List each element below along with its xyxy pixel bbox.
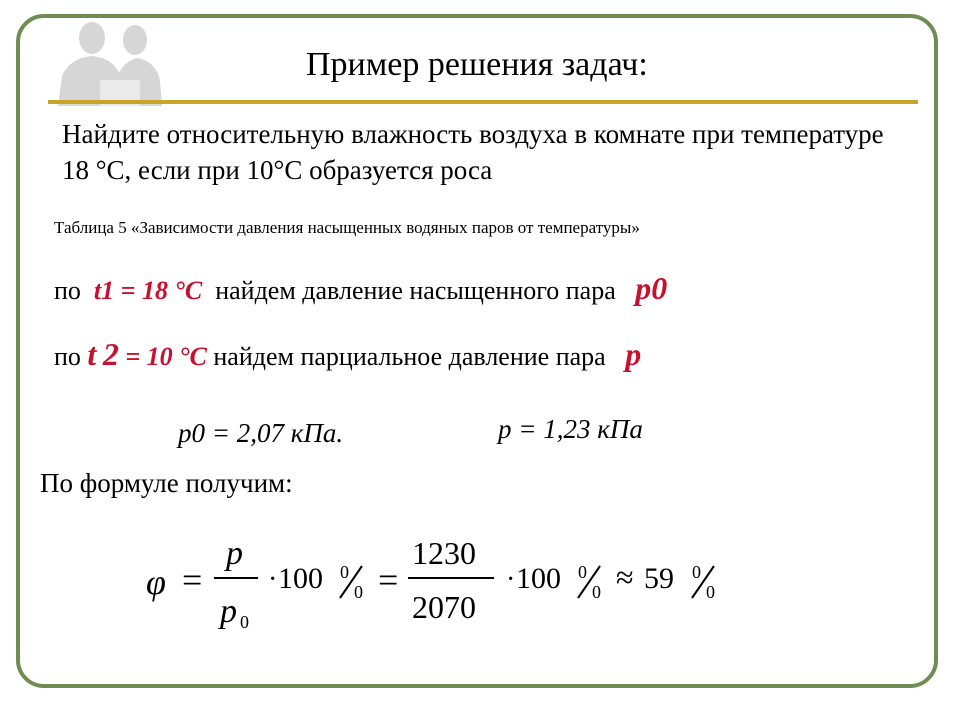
formula-approx: ≈ bbox=[616, 559, 634, 595]
step-partial-pressure bbox=[54, 336, 641, 373]
business-people-icon bbox=[40, 18, 170, 106]
step2-condition: = 10 °C bbox=[125, 342, 207, 371]
formula-num-p: p bbox=[226, 535, 243, 572]
formula-den-sub: 0 bbox=[240, 612, 249, 632]
formula-pct-bot-1: 0 bbox=[354, 582, 363, 602]
step-saturated-pressure bbox=[54, 270, 667, 307]
formula-pct-top-1: 0 bbox=[340, 562, 349, 582]
formula-pct-top-2: 0 bbox=[578, 562, 587, 582]
formula-pct-bot-2: 0 bbox=[592, 582, 601, 602]
formula-dot-1: · bbox=[268, 564, 278, 595]
step1-prefix: по bbox=[54, 276, 81, 305]
formula-dot-2: · bbox=[506, 564, 516, 595]
formula-hundred-1: 100 bbox=[278, 562, 323, 595]
p0-value: p0 = 2,07 кПа. bbox=[178, 418, 344, 448]
formula-intro: По формуле получим: bbox=[40, 468, 293, 498]
formula-eq-1: = bbox=[182, 560, 203, 600]
step2-prefix: по bbox=[54, 342, 81, 371]
step2-t: t bbox=[87, 336, 97, 372]
formula-num-value: 1230 bbox=[412, 535, 476, 571]
formula-result: 59 bbox=[644, 562, 674, 595]
humidity-formula bbox=[140, 530, 740, 640]
step1-symbol: p0 bbox=[635, 270, 668, 306]
title-underline bbox=[48, 100, 918, 104]
p-value: p = 1,23 кПа bbox=[498, 414, 643, 444]
formula-hundred-2: 100 bbox=[516, 562, 561, 595]
task-text: Найдите относительную влажность воздуха в комнате при температуре 18 °С, если при 10°С образуется роса bbox=[62, 119, 884, 185]
formula-phi: φ bbox=[146, 562, 166, 602]
page-title: Пример решения задач: bbox=[306, 46, 648, 83]
formula-den-value: 2070 bbox=[412, 589, 476, 625]
step1-text: найдем давление насыщенного пара bbox=[215, 276, 616, 305]
table-reference: Таблица 5 «Зависимости давления насыщенных водяных паров от температуры» bbox=[54, 218, 640, 237]
step2-text: найдем парциальное давление пара bbox=[213, 342, 606, 371]
formula-eq-2: = bbox=[378, 560, 399, 600]
formula-pct-top-3: 0 bbox=[692, 562, 701, 582]
formula-pct-bot-3: 0 bbox=[706, 582, 715, 602]
formula-den-p: p bbox=[220, 593, 237, 630]
step2-two: 2 bbox=[102, 336, 119, 372]
step2-symbol: p bbox=[625, 336, 642, 372]
step1-condition: t1 = 18 °C bbox=[93, 276, 203, 305]
